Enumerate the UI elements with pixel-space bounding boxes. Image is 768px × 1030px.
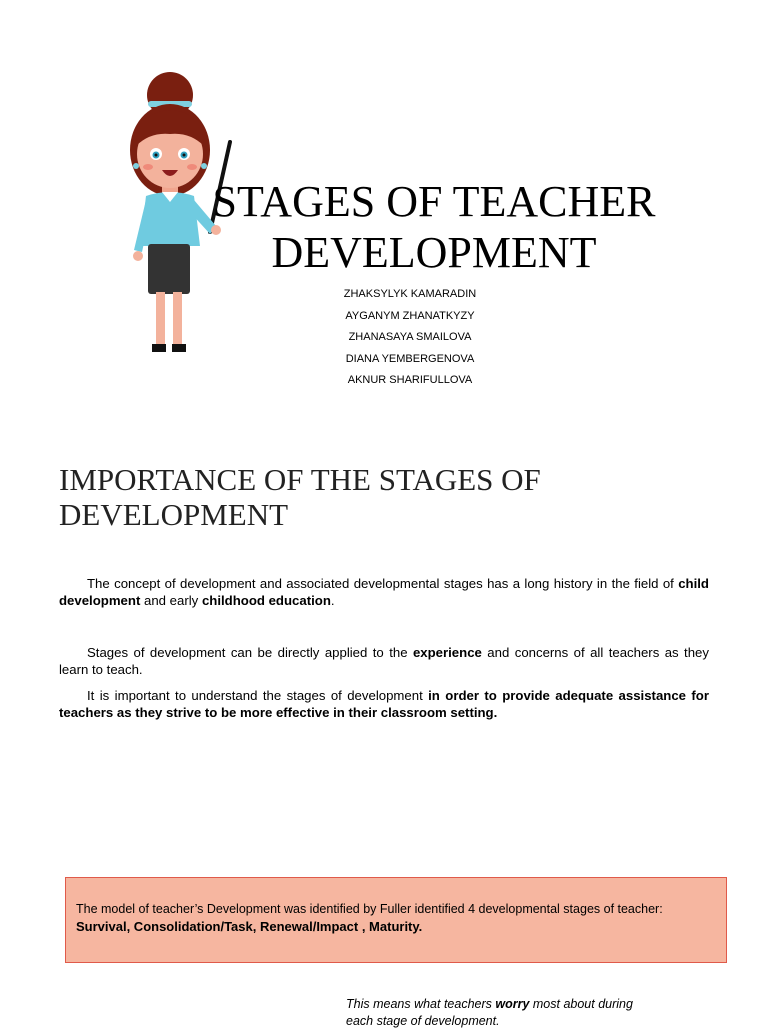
author-name: AKNUR SHARIFULLOVA	[347, 374, 473, 386]
fuller-model-box	[65, 877, 727, 963]
section-heading: IMPORTANCE OF THE STAGES OF DEVELOPMENT	[59, 462, 541, 532]
bold-text: in order to provide adequate assistance for teachers as they strive to be more effective in their classroom setting.	[59, 688, 709, 720]
bold-text: worry	[495, 997, 530, 1011]
page-title	[190, 176, 678, 278]
text-run: most about during each stage of development.	[346, 997, 633, 1028]
text-run: The concept of development and associated developmental stages has a long history in the field of	[87, 576, 679, 591]
model-description: The model of teacher’s Development was identified by Fuller identified 4 developmental stages of teacher:	[76, 902, 663, 916]
author-name: ZHAKSYLYK KAMARADIN	[343, 288, 477, 300]
text-run: Stages of development can be directly applied to the	[87, 645, 413, 660]
bold-text: experience	[412, 645, 482, 660]
bold-text: childhood education	[201, 593, 331, 608]
title-line-1: STAGES OF TEACHER	[212, 177, 656, 226]
text-run: .	[330, 593, 335, 608]
author-name: ZHANASAYA SMAILOVA	[348, 331, 472, 343]
paragraph-stages	[59, 644, 709, 678]
text-run: It is important to understand the stages of development	[87, 688, 429, 703]
bold-text: child development	[59, 576, 709, 608]
author-name: AYGANYM ZHANATKYZY	[345, 309, 475, 322]
italic-note	[346, 996, 646, 1030]
author-name: DIANA YEMBERGENOVA	[345, 352, 475, 365]
paragraph-importance	[59, 687, 709, 721]
stage-list: Survival, Consolidation/Task, Renewal/Impact , Maturity.	[76, 919, 423, 934]
text-run: This means what teachers	[346, 997, 496, 1011]
text-run: and concerns of all teachers as they learn to teach.	[59, 645, 709, 677]
author-list	[300, 284, 520, 392]
text-run: and early	[140, 593, 202, 608]
title-line-2: DEVELOPMENT	[271, 228, 597, 277]
paragraph-concept	[59, 575, 709, 609]
